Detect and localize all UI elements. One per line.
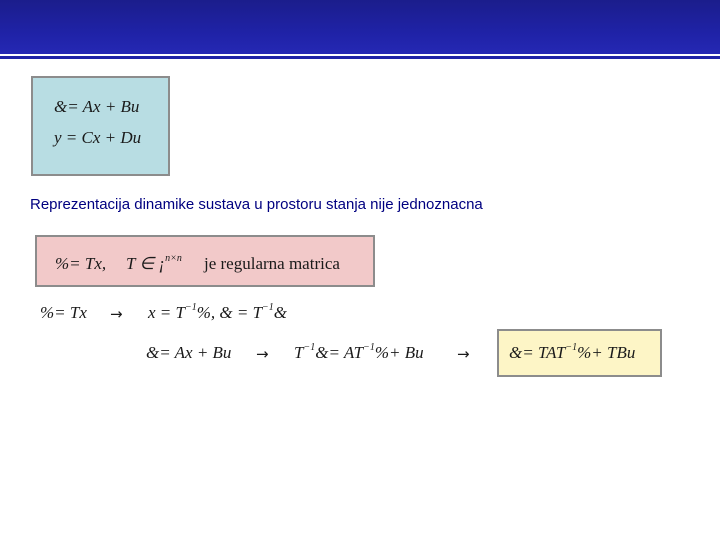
inverse-transform-eq bbox=[148, 303, 287, 323]
arrow-icon: → bbox=[256, 345, 269, 363]
substituted-eq bbox=[294, 343, 424, 363]
transform-definition-eq: %= Tx, bbox=[55, 254, 107, 273]
state-space-box bbox=[31, 76, 170, 176]
header-divider bbox=[0, 56, 720, 59]
substituted-bu: %+ Bu bbox=[374, 343, 424, 362]
arrow-icon: → bbox=[110, 305, 123, 323]
matrix-set-symbol: T ∈ ¡ bbox=[126, 254, 166, 273]
result-tat: &= TAT bbox=[509, 343, 566, 362]
regular-matrix-text: je regularna matrica bbox=[204, 254, 340, 273]
inverse-sup: −1 bbox=[565, 342, 578, 353]
matrix-dimension-sup: n×n bbox=[165, 253, 182, 264]
inverse-sup: −1 bbox=[262, 302, 274, 313]
transformed-state-eq bbox=[509, 343, 635, 363]
substituted-at: &= AT bbox=[315, 343, 364, 362]
derivation-line2-start: &= Ax + Bu bbox=[146, 343, 232, 362]
result-tbu: %+ TBu bbox=[577, 343, 636, 362]
derivative-symbol: & bbox=[273, 303, 288, 322]
state-equation: &= Ax + Bu bbox=[54, 97, 140, 116]
derivation-line1-start: %= Tx bbox=[40, 303, 87, 322]
inverse-sup: −1 bbox=[303, 342, 316, 353]
transform-matrix-space bbox=[126, 254, 182, 274]
inverse-sup: −1 bbox=[184, 302, 197, 313]
substituted-t: T bbox=[294, 343, 304, 362]
header-bar bbox=[0, 0, 720, 54]
inverse-derivative-eq: %, & = T bbox=[196, 303, 263, 322]
output-equation: y = Cx + Du bbox=[54, 128, 142, 147]
arrow-icon: → bbox=[457, 345, 470, 363]
inverse-x-eq: x = T bbox=[148, 303, 185, 322]
caption-text: Reprezentacija dinamike sustava u prostoru stanja nije jednoznacna bbox=[30, 196, 483, 213]
inverse-sup: −1 bbox=[363, 342, 375, 353]
